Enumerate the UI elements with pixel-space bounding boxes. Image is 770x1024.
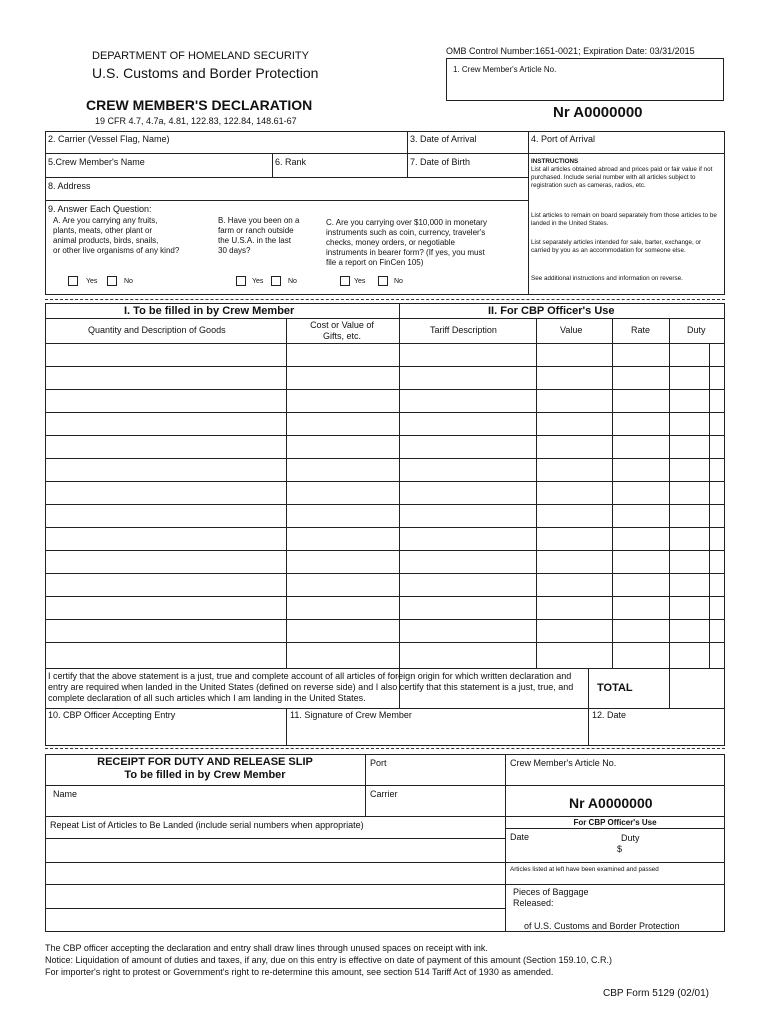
table-row (45, 596, 725, 597)
row-divider (45, 908, 505, 909)
instructions-paragraph: List all articles obtained abroad and prices paid or fair value if not purchased. Include serial number with all articles subject to registration such as cameras, radios, etc. (531, 166, 713, 189)
table-row (45, 389, 725, 390)
table-row (45, 343, 725, 344)
col-duty: Duty (687, 325, 706, 335)
table-row (45, 481, 725, 482)
question-c: C. Are you carrying over $10,000 in monetary instruments such as coin, currency, traveler's checks, money orders, or negotiable instruments in bearer form? (If yes, you must file a report on FinCen 105) (326, 218, 487, 267)
col-divider (612, 318, 613, 668)
table-row (45, 642, 725, 643)
col-divider (528, 131, 529, 295)
pieces-of-baggage-label[interactable]: Pieces of Baggage Released: (513, 887, 589, 908)
date-field[interactable]: 12. Date (592, 710, 627, 720)
instructions-title: INSTRUCTIONS (531, 158, 579, 165)
row-divider (505, 816, 725, 817)
instructions-paragraph: See additional instructions and information on reverse. (531, 275, 683, 282)
instructions-paragraph: List articles to remain on board separately from those articles to be landed in the United States. (531, 212, 717, 227)
article-number-box[interactable] (446, 58, 724, 101)
yes-label: Yes (354, 278, 366, 285)
receipt-article-no-field[interactable]: Crew Member's Article No. (510, 758, 617, 768)
certification-statement: I certify that the above statement is a just, true and complete account of all articles of foreign origin for which written declaration and entry are required when landed in the United States (defined on reverse side) and I also certify that this statement is a just, true, and complete declaration of all such articles which I am landing in the United States. (48, 671, 574, 703)
question-c-yes-checkbox[interactable] (340, 276, 350, 286)
port-of-arrival-field[interactable]: 4. Port of Arrival (531, 134, 596, 144)
col-value: Value (560, 325, 583, 335)
table-row (45, 412, 725, 413)
carrier-field[interactable]: 2. Carrier (Vessel Flag, Name) (48, 134, 170, 144)
total-amount-field[interactable] (670, 669, 725, 707)
col-divider (399, 303, 400, 668)
receipt-name-field[interactable]: Name (53, 789, 78, 799)
address-field[interactable]: 8. Address (48, 181, 91, 191)
cfr-reference: 19 CFR 4.7, 4.7a, 4.81, 122.83, 122.84, 148.61-67 (95, 116, 297, 126)
form-number-nr: Nr A0000000 (553, 104, 643, 121)
crew-signature-field[interactable]: 11. Signature of Crew Member (290, 710, 412, 720)
footer-notice: For importer's right to protest or Government's right to re-determine this amount, see section 514 Tariff Act of 1930 as amended. (45, 967, 554, 977)
row-divider (45, 177, 528, 178)
examined-statement: Articles listed at left have been examined and passed (510, 866, 659, 873)
col-divider (286, 708, 287, 746)
question-c-no-checkbox[interactable] (378, 276, 388, 286)
no-label: No (288, 278, 297, 285)
receipt-title: RECEIPT FOR DUTY AND RELEASE SLIP (97, 756, 313, 768)
question-b-yes-checkbox[interactable] (236, 276, 246, 286)
question-a-no-checkbox[interactable] (107, 276, 117, 286)
total-label: TOTAL (597, 682, 633, 694)
instructions-paragraph: List separately articles intended for sale, barter, exchange, or carried by you as an accommodation for someone else. (531, 239, 702, 254)
rank-field[interactable]: 6. Rank (275, 157, 307, 167)
row-divider (45, 862, 725, 863)
crew-member-name-field[interactable]: 5.Crew Member's Name (48, 157, 145, 167)
question-b-no-checkbox[interactable] (271, 276, 281, 286)
row-divider (45, 785, 725, 786)
col-divider (669, 318, 670, 708)
row-divider (45, 884, 725, 885)
receipt-port-field[interactable]: Port (370, 758, 387, 768)
col-quantity-description: Quantity and Description of Goods (88, 325, 226, 335)
col-divider (505, 754, 506, 932)
yes-label: Yes (252, 278, 264, 285)
col-divider (272, 153, 273, 177)
col-divider (588, 668, 589, 746)
table-row (45, 668, 725, 669)
article-number-label: 1. Crew Member's Article No. (453, 65, 557, 74)
table-row (45, 458, 725, 459)
tear-line (45, 748, 725, 749)
question-a: A. Are you carrying any fruits, plants, meats, other plant or animal products, birds, snails, or other live organisms of any kind? (53, 216, 180, 255)
col-divider (536, 318, 537, 668)
no-label: No (394, 278, 403, 285)
repeat-list-label: Repeat List of Articles to Be Landed (include serial numbers when appropriate) (50, 820, 364, 830)
tear-line (45, 299, 725, 300)
form-title: CREW MEMBER'S DECLARATION (86, 97, 313, 113)
row-divider (505, 828, 725, 829)
question-a-yes-checkbox[interactable] (68, 276, 78, 286)
agency-name: U.S. Customs and Border Protection (92, 65, 319, 81)
table-row (45, 435, 725, 436)
col-divider (407, 131, 408, 177)
col-tariff-description: Tariff Description (430, 325, 497, 335)
receipt-date-field[interactable]: Date (510, 832, 530, 842)
table-row (45, 573, 725, 574)
footer-notice: Notice: Liquidation of amount of duties and taxes, if any, due on this entry is effective on date of payment of this amount (Section 159.10, C.R.) (45, 955, 612, 965)
question-b: B. Have you been on a farm or ranch outside the U.S.A. in the last 30 days? (218, 216, 300, 255)
table-row (45, 366, 725, 367)
yes-label: Yes (86, 278, 98, 285)
department-name: DEPARTMENT OF HOMELAND SECURITY (92, 50, 309, 62)
col-cost-value: Cost or Value of Gifts, etc. (310, 320, 374, 341)
receipt-form-number-nr: Nr A0000000 (569, 795, 653, 811)
omb-control-number: OMB Control Number:1651-0021; Expiration Date: 03/31/2015 (446, 46, 695, 56)
row-divider (45, 708, 725, 709)
cbp-officer-accepting-field[interactable]: 10. CBP Officer Accepting Entry (48, 710, 176, 720)
date-of-birth-field[interactable]: 7. Date of Birth (410, 157, 471, 167)
table-row (45, 619, 725, 620)
form-identifier: CBP Form 5129 (02/01) (603, 988, 709, 999)
footer-notice: The CBP officer accepting the declaration and entry shall draw lines through unused spaces on receipt with ink. (45, 943, 488, 953)
section-cbp-officer-heading: II. For CBP Officer's Use (488, 305, 615, 317)
table-row (45, 504, 725, 505)
row-divider (45, 153, 725, 154)
row-divider (45, 838, 505, 839)
table-row (45, 550, 725, 551)
table-row (45, 527, 725, 528)
receipt-carrier-field[interactable]: Carrier (370, 789, 398, 799)
no-label: No (124, 278, 133, 285)
questions-label: 9. Answer Each Question: (48, 204, 152, 214)
row-divider (45, 200, 528, 201)
dollar-sign: $ (617, 844, 623, 854)
date-of-arrival-field[interactable]: 3. Date of Arrival (410, 134, 477, 144)
officer-use-heading: For CBP Officer's Use (573, 818, 657, 827)
col-rate: Rate (631, 325, 651, 335)
row-divider (45, 816, 505, 817)
of-cbp-label: of U.S. Customs and Border Protection (524, 921, 680, 931)
receipt-subtitle: To be filled in by Crew Member (124, 769, 286, 781)
receipt-duty-field[interactable]: Duty (621, 833, 640, 843)
section-header-divider (45, 318, 725, 319)
col-divider (286, 318, 287, 668)
section-crew-member-heading: I. To be filled in by Crew Member (124, 305, 295, 317)
